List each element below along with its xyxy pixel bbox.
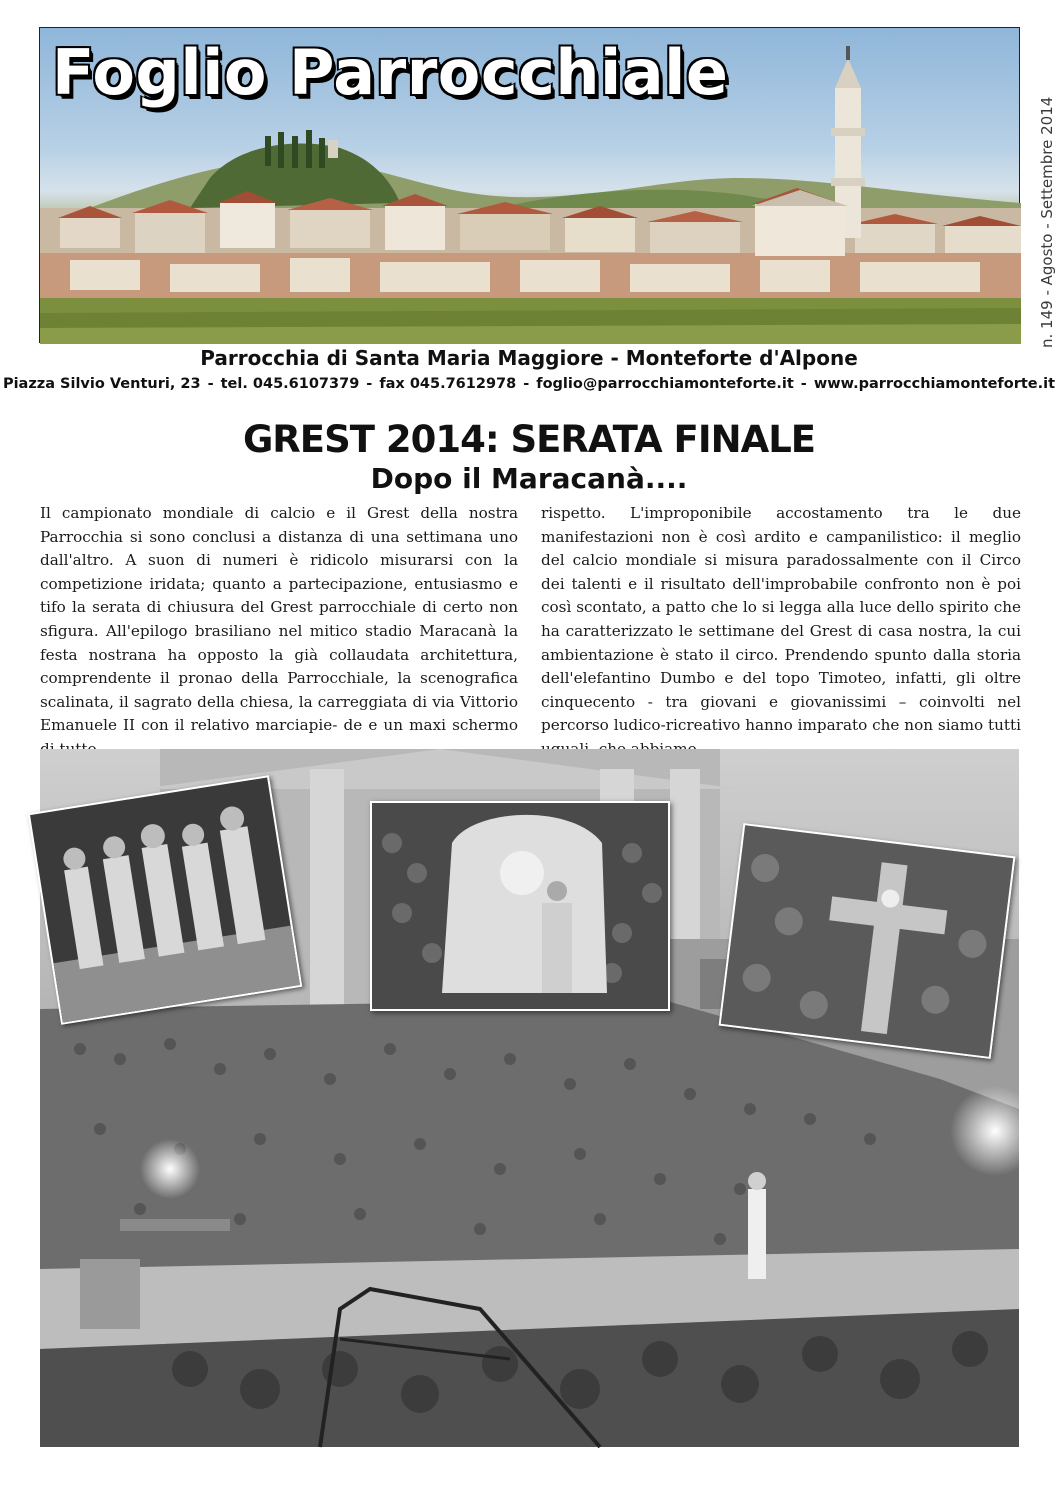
article-subheadline: Dopo il Maracanà.... <box>370 462 688 495</box>
inset-photo-elephant <box>370 801 670 1011</box>
email-link[interactable]: foglio@parrocchiamonteforte.it <box>536 376 794 392</box>
article-column-right: rispetto. L'improponibile accostamento tra le due manifestazioni non è così ardito e campanilistico: il meglio del calcio mondiale si misura paradossalmente con il Circo dei talenti e il risultato dell'improbabile confronto non è poi così scontato, a patto che lo si legga alla luce dello spirito che ha caratterizzato le settimane del Grest di casa nostra, la cui ambientazione è stato il circo. Prendendo spunto dalla storia dell'elefantino Dumbo e del topo Timoteo, infatti, gli oltre cinquecento - tra giovani e giovanissimi – coinvolti nel percorso ludico-ricreativo hanno imparato che non siamo tutti <box>541 504 1021 735</box>
telephone: tel. 045.6107379 <box>220 376 360 392</box>
photo-collage <box>40 749 1019 1447</box>
header-banner <box>39 27 1056 348</box>
contact-line: Piazza Silvio Venturi, 23 - tel. 045.6107379 - fax 045.7612978 - foglio@parrocchiamonteforte.it - www.parrocchiamonteforte.it <box>2 376 1056 392</box>
article-column-left: Il campionato mondiale di calcio e il Grest della nostra Parrocchia si sono conclusi a distanza di una settimana uno dall'altro. A suon di numeri è ridicolo misurarsi con la competizione iridata; quanto a partecipazione, entusiasmo e tifo la serata di chiusura del Grest parrocchiale di certo non sfigura. All'epilogo brasiliano nel mitico stadio Maracanà la festa nostrana ha opposto la già collaudata architettura, comprendente il pronao della Parrocchiale, la scenografica scalinata, il sagrato della chiesa, la carreggiata di via Vittorio Emanuele II con il relativo marciapie- de e un maxi schermo <box>40 504 518 735</box>
website-link[interactable]: www.parrocchiamonteforte.it <box>813 376 1056 392</box>
issue-info: n. 149 - Agosto - Settembre 2014 <box>1038 96 1056 348</box>
masthead-title: Foglio Parrocchiale <box>52 36 729 109</box>
article-headline: GREST 2014: SERATA FINALE <box>242 418 816 461</box>
address: Piazza Silvio Venturi, 23 <box>2 376 201 392</box>
parish-name: Parrocchia di Santa Maria Maggiore - Monteforte d'Alpone <box>200 346 858 370</box>
inset-photo-performers <box>28 775 302 1025</box>
inset-photo-crucifix <box>719 823 1016 1059</box>
fax: fax 045.7612978 <box>379 376 517 392</box>
